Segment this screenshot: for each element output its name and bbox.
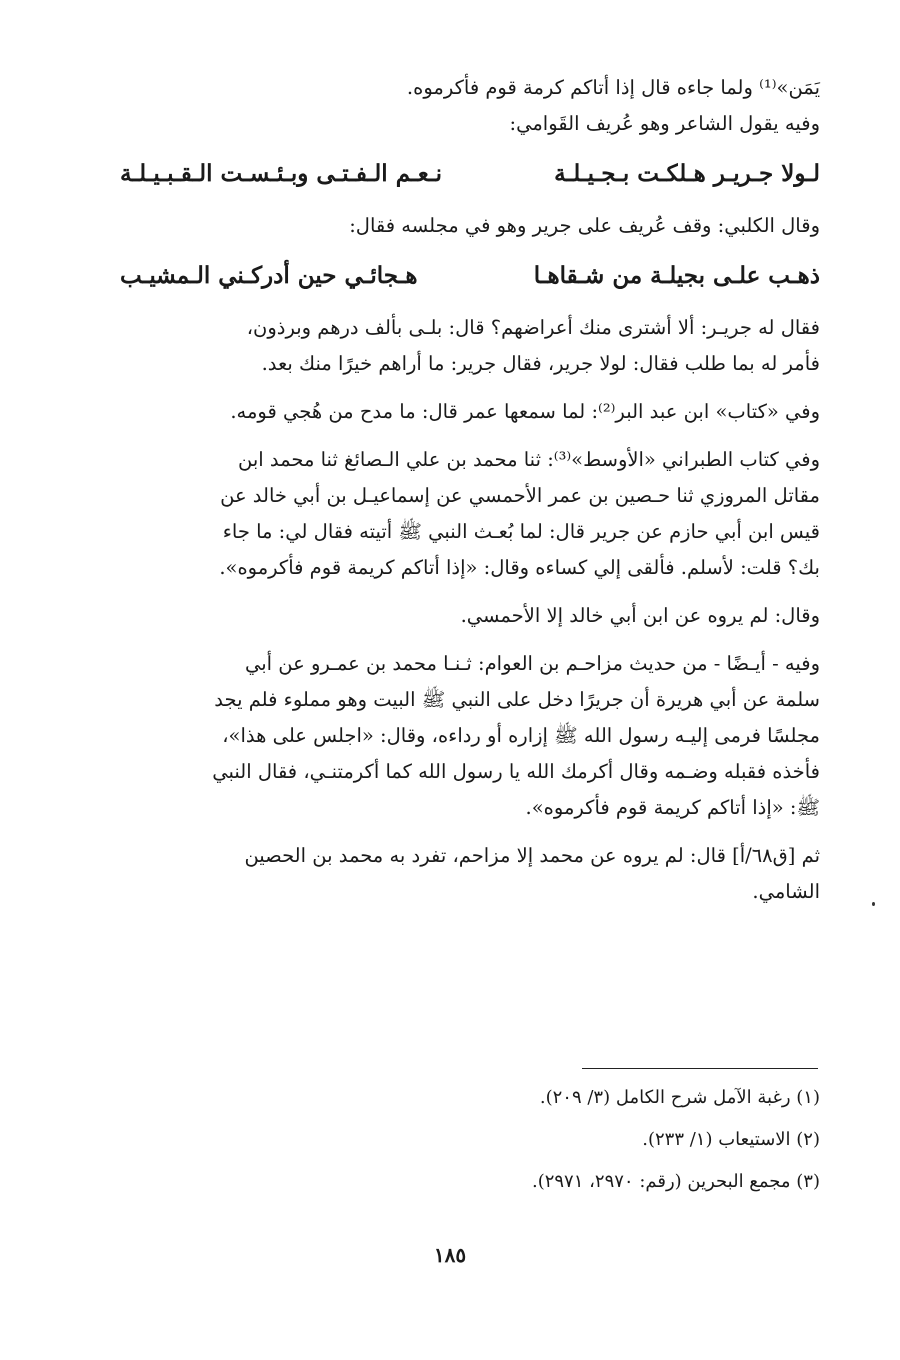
scan-speck — [872, 902, 875, 906]
footnote-3: (٣) مجمع البحرين (رقم: ٢٩٧٠، ٢٩٧١). — [531, 1171, 820, 1192]
paragraph-8 — [120, 838, 820, 910]
verse-second-hemistich: هـجائـي حين أدركـني الـمشيـب — [120, 262, 418, 289]
poem-verse-1 — [120, 154, 820, 194]
paragraph-6 — [120, 598, 820, 634]
text-line: يَمَن»⁽¹⁾ ولما جاءه قال إذا أتاكم كرمة قوم فأكرموه. — [406, 76, 820, 99]
text-line: وفي «كتاب» ابن عبد البر⁽²⁾: لما سمعها عمر قال: ما مدح من هُجي قومه. — [230, 400, 820, 423]
text-line: وفيه - أيـضًا - من حديث مزاحـم بن العوام: ثـنـا محمد بن عمـرو عن أبي — [244, 652, 820, 675]
text-line: وقال الكلبي: وقف عُريف على جرير وهو في مجلسه فقال: — [349, 214, 820, 237]
paragraph-5 — [120, 442, 820, 586]
paragraph-1 — [120, 70, 820, 142]
paragraph-4 — [120, 394, 820, 430]
verse-first-hemistich: لـولا جـريـر هـلكـت بـجـيـلـة — [554, 160, 820, 187]
text-line: ثم [ق٦٨/أ] قال: لم يروه عن محمد إلا مزاحم، تفرد به محمد بن الحصين — [244, 844, 820, 867]
text-line: وقال: لم يروه عن ابن أبي خالد إلا الأحمسي. — [460, 604, 820, 627]
paragraph-7 — [120, 646, 820, 826]
text-line: قيس ابن أبي حازم عن جرير قال: لما بُعـث النبي ﷺ أتيته فقال لي: ما جاء — [222, 520, 820, 543]
footnote-1: (١) رغبة الآمل شرح الكامل (٣/ ٢٠٩). — [539, 1087, 820, 1108]
text-line: وفيه يقول الشاعر وهو عُريف القَوامي: — [509, 112, 820, 135]
footnotes — [532, 1080, 820, 1206]
text-line: ﷺ: «إذا أتاكم كريمة قوم فأكرموه». — [525, 796, 820, 819]
text-line: فأخذه فقبله وضـمه وقال أكرمك الله يا رسول الله كما أكرمتنـي، فقال النبي — [212, 760, 820, 783]
text-line: فأمر له بما طلب فقال: لولا جرير، فقال جرير: ما أراهم خيرًا منك بعد. — [261, 352, 820, 375]
page-number: ١٨٥ — [433, 1243, 467, 1267]
text-line: مجلسًا فرمى إليـه رسول الله ﷺ إزاره أو رداءه، وقال: «اجلس على هذا»، — [222, 724, 820, 747]
poem-verse-2 — [120, 256, 820, 296]
paragraph-3 — [120, 310, 820, 382]
text-line: سلمة عن أبي هريرة أن جريرًا دخل على النبي ﷺ البيت وهو مملوء فلم يجد — [214, 688, 820, 711]
page-body — [120, 70, 820, 922]
text-line: بك؟ قلت: لأسلم. فألقى إلي كساءه وقال: «إذا أتاكم كريمة قوم فأكرموه». — [219, 556, 820, 579]
footnote-2: (٢) الاستيعاب (١/ ٢٣٣). — [642, 1129, 820, 1150]
text-line: مقاتل المروزي ثنا حـصين بن عمر الأحمسي عن إسماعيـل بن أبي خالد عن — [220, 484, 820, 507]
paragraph-2 — [120, 208, 820, 244]
text-line: الشامي. — [752, 880, 820, 903]
verse-second-hemistich: نـعـم الـفـتـى وبـئـسـت الـقـبـيـلـة — [120, 160, 442, 187]
text-line: فقال له جريـر: ألا أشترى منك أعراضهم؟ قال: بلـى بألف درهم وبرذون، — [246, 316, 820, 339]
text-line: وفي كتاب الطبراني «الأوسط»⁽³⁾: ثنا محمد بن علي الـصائغ ثنا محمد ابن — [237, 448, 820, 471]
footnote-separator — [582, 1068, 818, 1069]
verse-first-hemistich: ذهـب علـى بجيلـة من شـقاهـا — [533, 262, 820, 289]
